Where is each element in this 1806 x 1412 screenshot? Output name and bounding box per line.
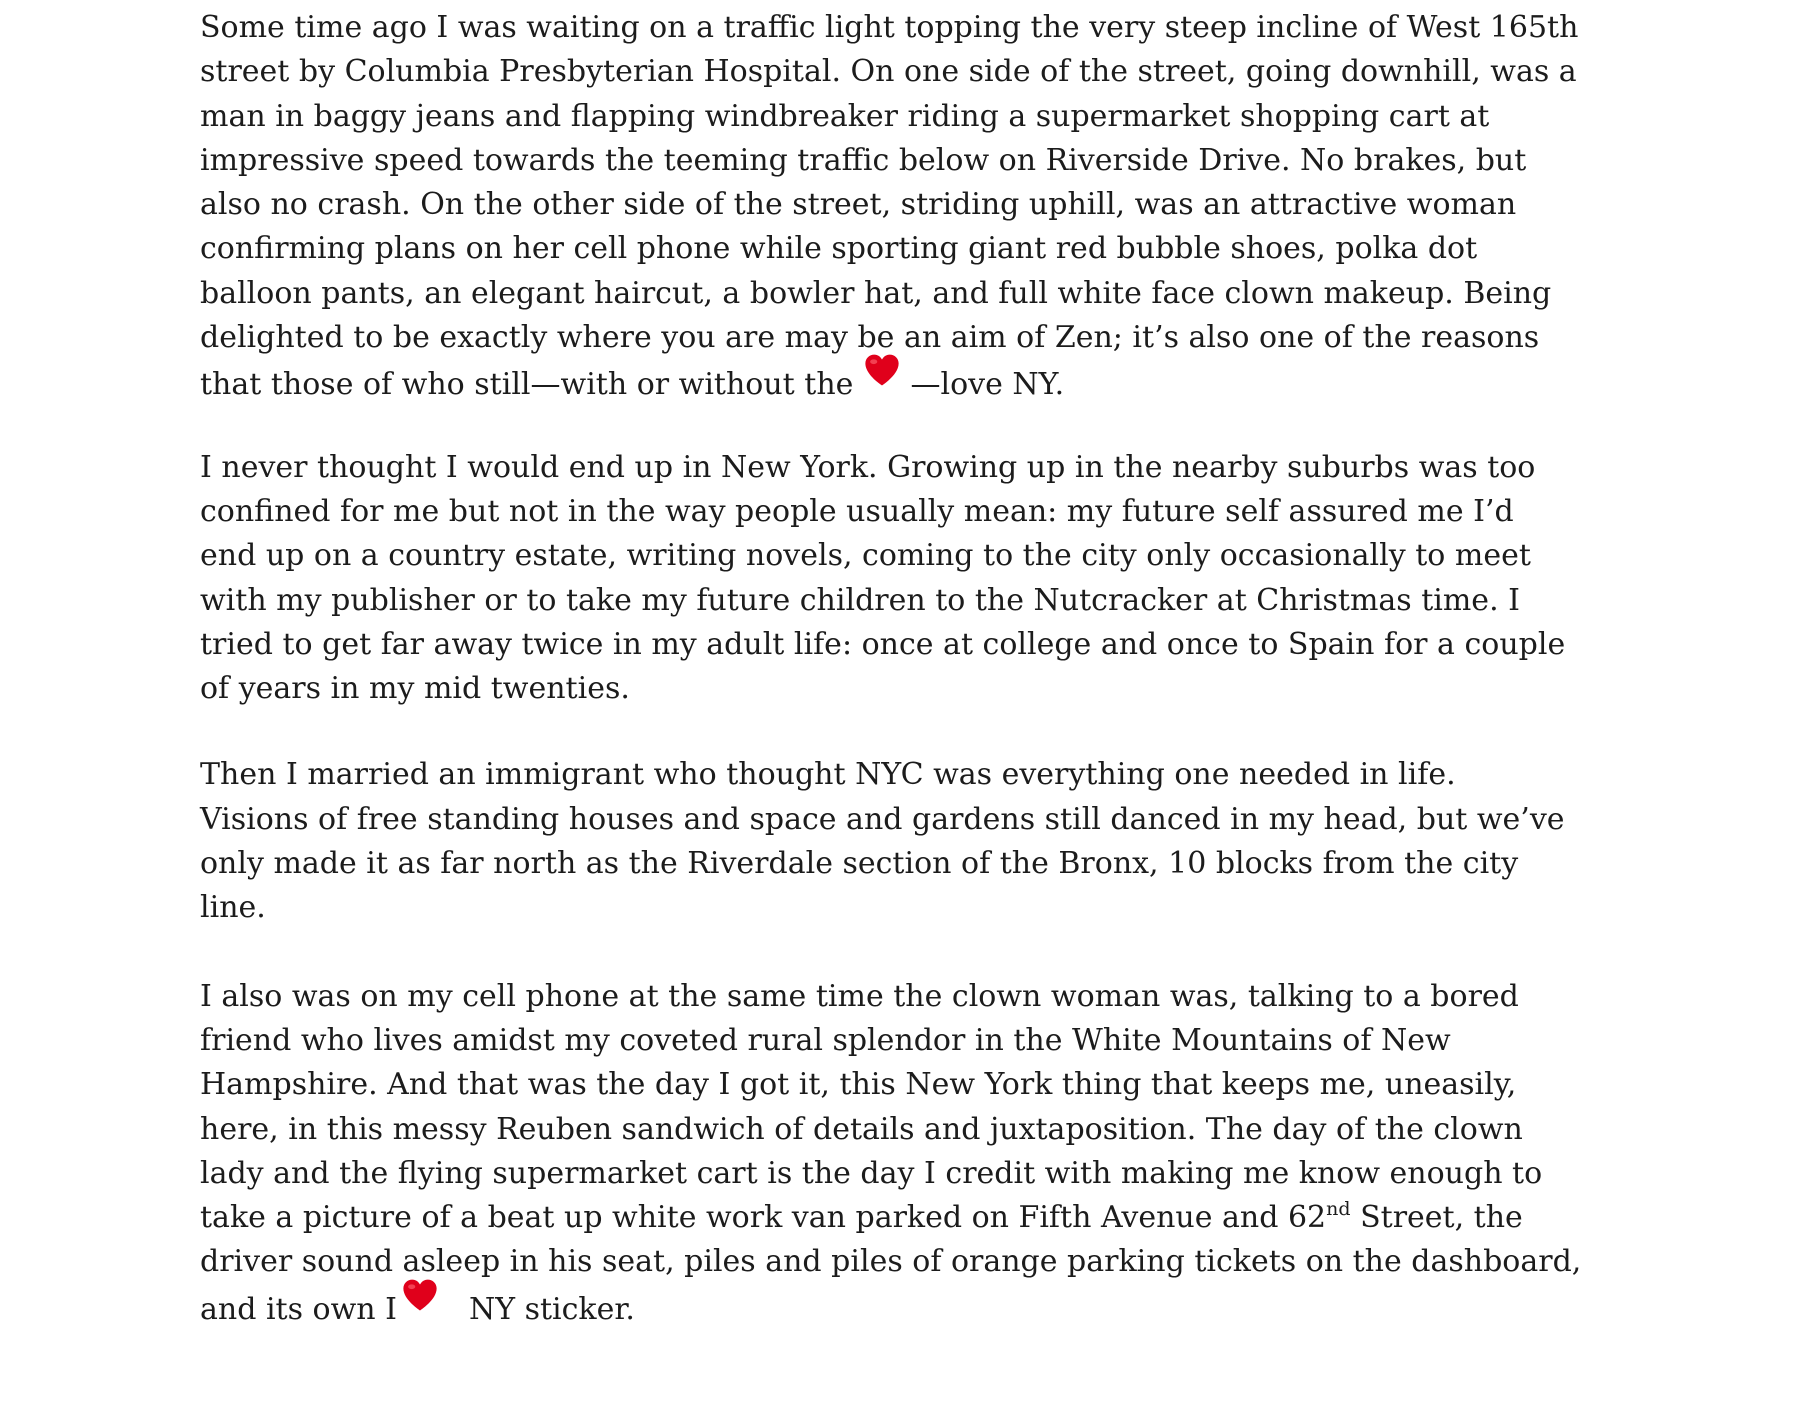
text-line bbox=[200, 360, 1640, 407]
text-line: Hampshire. And that was the day I got it, this New York thing that keeps me, uneasily, bbox=[200, 1067, 1517, 1103]
text-line: end up on a country estate, writing novels, coming to the city only occasionally to meet bbox=[200, 538, 1531, 574]
text-line: friend who lives amidst my coveted rural splendor in the White Mountains of New bbox=[200, 1022, 1451, 1058]
text-line: driver sound asleep in his seat, piles and piles of orange parking tickets on the dashboard, bbox=[200, 1244, 1582, 1280]
text-line: line. bbox=[200, 890, 266, 926]
text-fragment: and its own I bbox=[200, 1291, 397, 1327]
text-line: I also was on my cell phone at the same time the clown woman was, talking to a bored bbox=[200, 978, 1519, 1014]
text-line: confined for me but not in the way people usually mean: my future self assured me I’d bbox=[200, 493, 1514, 529]
text-line bbox=[200, 1196, 1640, 1240]
text-fragment: Street, the bbox=[1350, 1200, 1523, 1236]
essay-body bbox=[200, 6, 1640, 1376]
paragraph-3 bbox=[200, 753, 1640, 930]
text-line: only made it as far north as the Riverdale section of the Bronx, 10 blocks from the city bbox=[200, 846, 1519, 882]
text-line bbox=[200, 1285, 1640, 1332]
text-line: man in baggy jeans and flapping windbreaker riding a supermarket shopping cart at bbox=[200, 98, 1490, 134]
text-line: balloon pants, an elegant haircut, a bowler hat, and full white face clown makeup. Being bbox=[200, 275, 1552, 311]
text-line: here, in this messy Reuben sandwich of details and juxtaposition. The day of the clown bbox=[200, 1111, 1523, 1147]
paragraph-1 bbox=[200, 6, 1640, 408]
text-line: delighted to be exactly where you are may be an aim of Zen; it’s also one of the reasons bbox=[200, 320, 1540, 356]
text-line: Visions of free standing houses and space and gardens still danced in my head, but we’ve bbox=[200, 801, 1565, 837]
paragraph-4 bbox=[200, 975, 1640, 1332]
paragraph-2 bbox=[200, 446, 1640, 712]
text-fragment: NY sticker. bbox=[468, 1291, 635, 1327]
red-heart-icon bbox=[863, 360, 901, 396]
text-line: lady and the flying supermarket cart is the day I credit with making me know enough to bbox=[200, 1155, 1543, 1191]
text-line: street by Columbia Presbyterian Hospital. On one side of the street, going downhill, was a bbox=[200, 54, 1577, 90]
ordinal-superscript: nd bbox=[1326, 1198, 1351, 1221]
text-line: Some time ago I was waiting on a traffic light topping the very steep incline of West 165th bbox=[200, 10, 1579, 45]
text-line: Then I married an immigrant who thought NYC was everything one needed in life. bbox=[200, 757, 1456, 793]
text-fragment: that those of who still—with or without the bbox=[200, 367, 854, 403]
text-fragment: —love NY. bbox=[910, 367, 1065, 403]
red-heart-icon bbox=[401, 1285, 439, 1321]
text-line: I never thought I would end up in New York. Growing up in the nearby suburbs was too bbox=[200, 449, 1536, 485]
text-line: confirming plans on her cell phone while sporting giant red bubble shoes, polka dot bbox=[200, 231, 1478, 267]
text-line: tried to get far away twice in my adult life: once at college and once to Spain for a couple bbox=[200, 626, 1566, 662]
text-line: impressive speed towards the teeming traffic below on Riverside Drive. No brakes, but bbox=[200, 142, 1527, 178]
text-fragment: take a picture of a beat up white work van parked on Fifth Avenue and 62 bbox=[200, 1200, 1327, 1236]
text-line: with my publisher or to take my future children to the Nutcracker at Christmas time. I bbox=[200, 582, 1520, 618]
text-line: also no crash. On the other side of the street, striding uphill, was an attractive woman bbox=[200, 187, 1517, 223]
text-line: of years in my mid twenties. bbox=[200, 671, 630, 707]
